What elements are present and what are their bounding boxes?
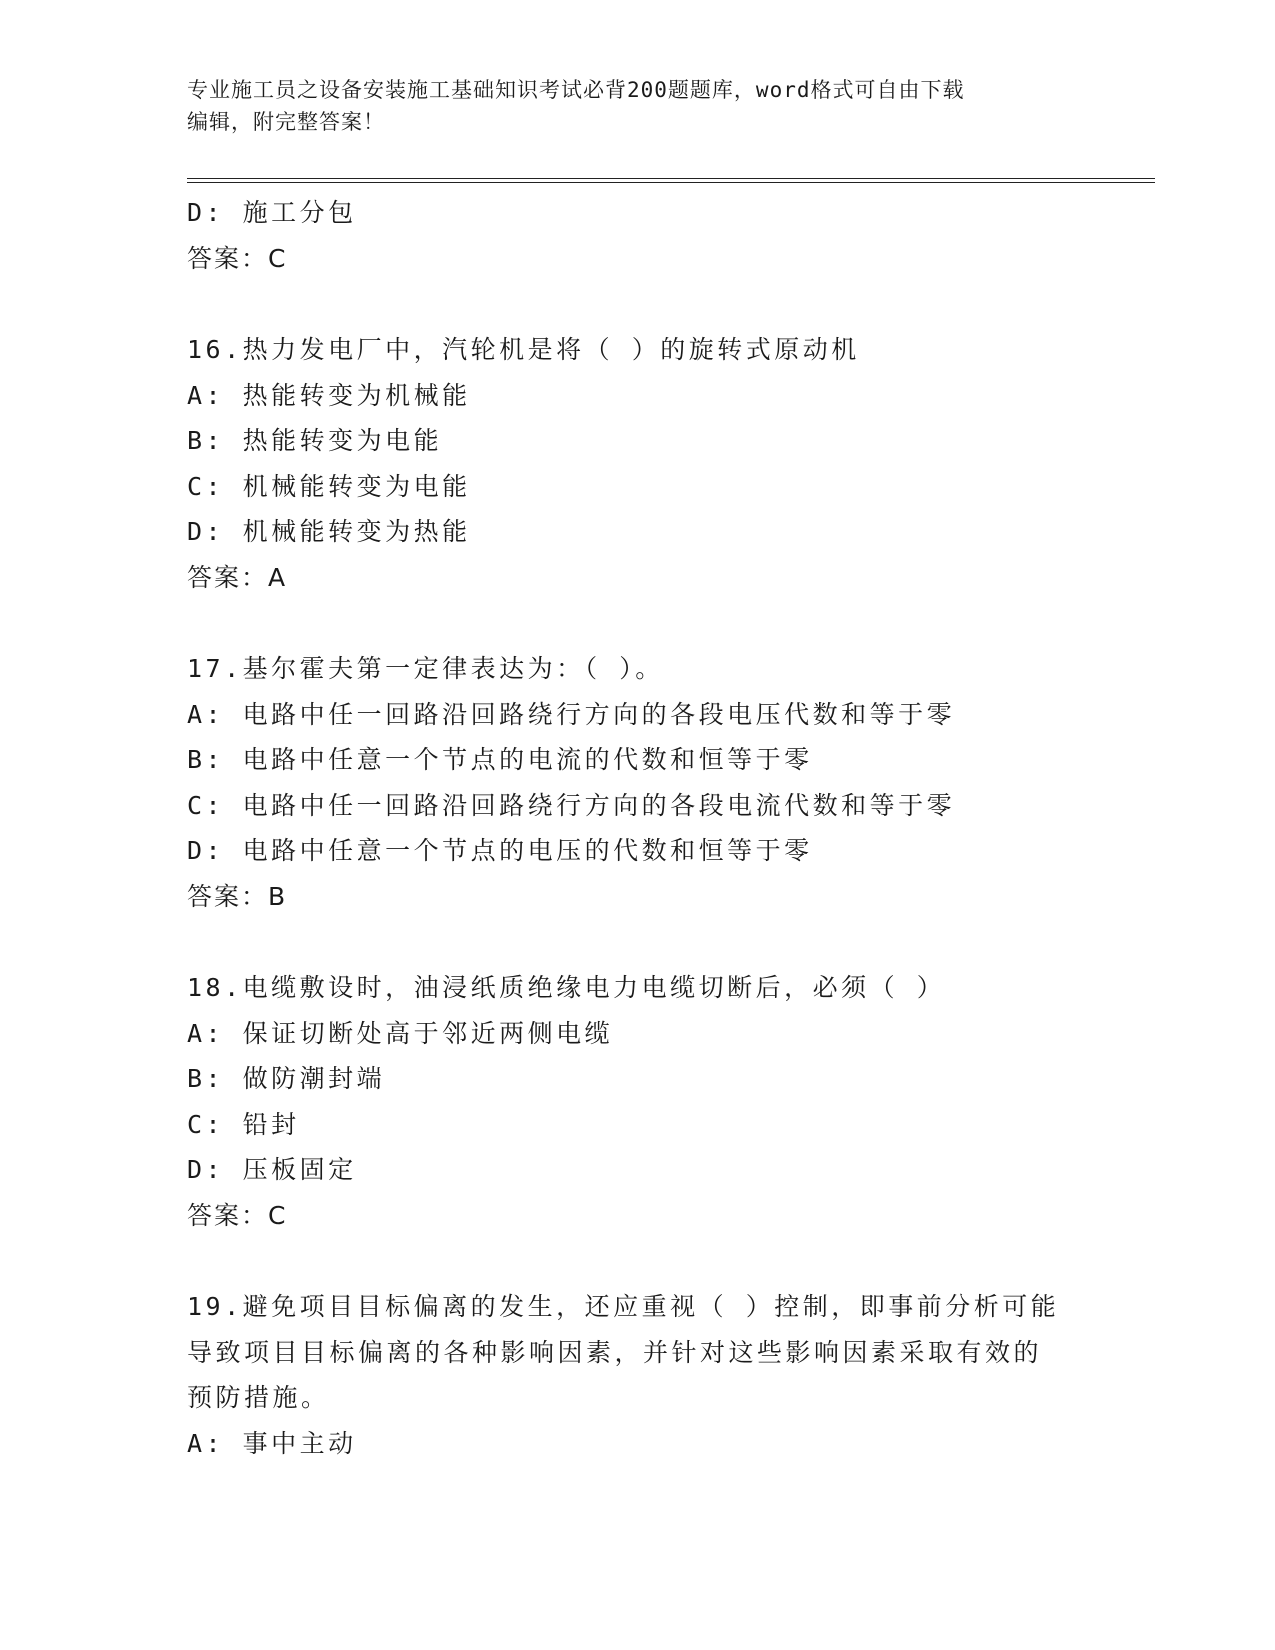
header-title-line-2: 编辑，附完整答案！ (187, 110, 385, 134)
answer-line: 答案：B (187, 881, 288, 911)
header-title-line-1: 专业施工员之设备安装施工基础知识考试必背200题题库，word格式可自由下载 (187, 78, 965, 102)
question-stem: 16.热力发电厂中，汽轮机是将（ ）的旋转式原动机 (187, 335, 860, 364)
question-block-16 (187, 327, 1067, 600)
document-header (187, 74, 1087, 138)
block-spacer (187, 600, 1067, 646)
question-list (187, 190, 1067, 1466)
option-c: C: 电路中任一回路沿回路绕行方向的各段电流代数和等于零 (187, 790, 956, 820)
question-block-18 (187, 965, 1067, 1238)
block-spacer (187, 281, 1067, 327)
block-spacer (187, 1238, 1067, 1284)
option-a: A: 保证切断处高于邻近两侧电缆 (187, 1018, 614, 1048)
option-d: D: 压板固定 (187, 1155, 357, 1184)
option-d: D: 施工分包 (187, 198, 357, 227)
question-stem-line-1: 19.避免项目目标偏离的发生，还应重视（ ）控制，即事前分析可能 (187, 1292, 1060, 1321)
question-stem: 17.基尔霍夫第一定律表达为：（ ）。 (187, 654, 664, 683)
option-b: B: 热能转变为电能 (187, 426, 443, 455)
option-a: A: 事中主动 (187, 1428, 357, 1458)
question-stem: 18.电缆敷设时，油浸纸质绝缘电力电缆切断后，必须（ ） (187, 973, 946, 1002)
block-spacer (187, 919, 1067, 965)
header-divider-top (187, 178, 1155, 179)
option-c: C: 机械能转变为电能 (187, 471, 471, 501)
question-block-15 (187, 190, 1067, 281)
option-a: A: 热能转变为机械能 (187, 380, 471, 410)
answer-line: 答案：C (187, 1200, 288, 1230)
option-b: B: 电路中任意一个节点的电流的代数和恒等于零 (187, 745, 813, 774)
option-b: B: 做防潮封端 (187, 1064, 386, 1093)
option-d: D: 电路中任意一个节点的电压的代数和恒等于零 (187, 836, 813, 865)
header-divider-bottom (187, 182, 1155, 183)
option-c: C: 铅封 (187, 1109, 300, 1139)
question-stem-line-2: 导致项目目标偏离的各种影响因素，并针对这些影响因素采取有效的 (187, 1337, 1043, 1367)
answer-line: 答案：A (187, 562, 288, 592)
option-d: D: 机械能转变为热能 (187, 517, 471, 546)
question-block-17 (187, 646, 1067, 919)
option-a: A: 电路中任一回路沿回路绕行方向的各段电压代数和等于零 (187, 699, 956, 729)
answer-line: 答案：C (187, 243, 288, 273)
question-block-19 (187, 1284, 1067, 1466)
question-stem-line-3: 预防措施。 (187, 1383, 330, 1412)
